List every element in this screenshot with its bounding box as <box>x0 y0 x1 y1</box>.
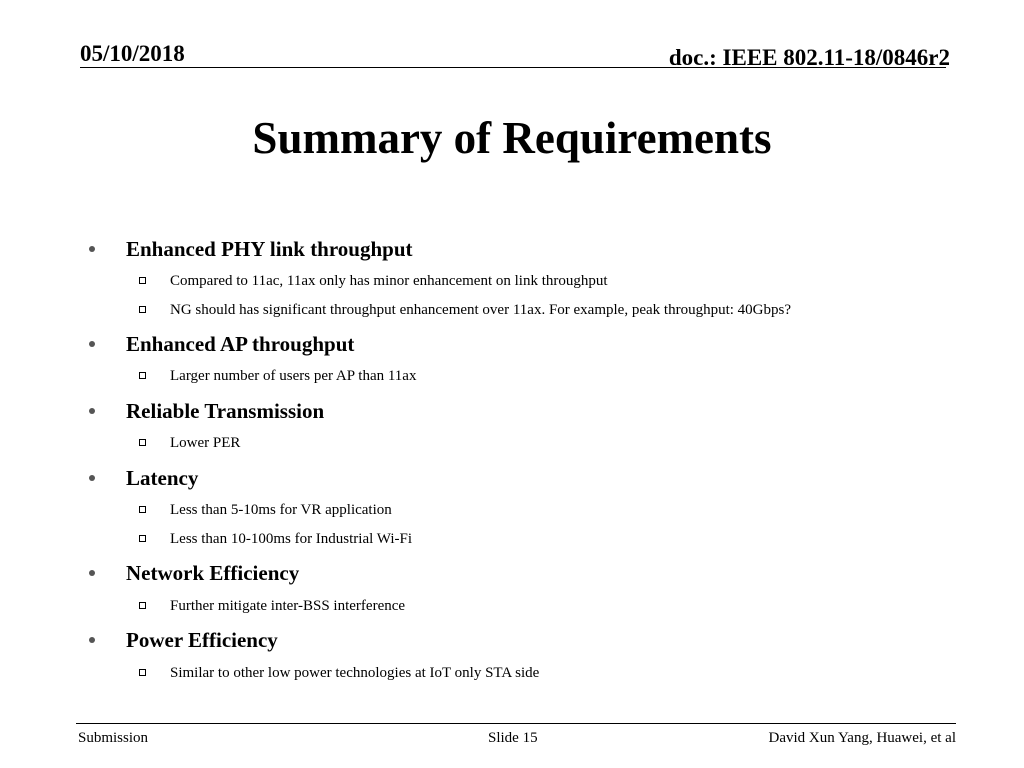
list-item <box>170 366 416 386</box>
list-item <box>170 433 240 453</box>
section-heading-text: Power Efficiency <box>126 628 278 652</box>
bullet-dot-icon <box>89 408 95 414</box>
list-item-text: Similar to other low power technologies at IoT only STA side <box>170 665 540 681</box>
header-divider <box>80 67 946 68</box>
bullet-square-icon <box>139 506 146 513</box>
section-heading-text: Latency <box>126 466 199 490</box>
footer-slide-number: Slide 15 <box>488 730 538 746</box>
list-item <box>170 500 392 520</box>
section-heading-text: Reliable Transmission <box>126 399 325 423</box>
footer-divider <box>76 723 956 724</box>
section-heading-text: Enhanced PHY link throughput <box>126 237 413 261</box>
bullet-dot-icon <box>89 570 95 576</box>
bullet-square-icon <box>139 439 146 446</box>
bullet-square-icon <box>139 535 146 542</box>
list-item-text: Larger number of users per AP than 11ax <box>170 368 417 384</box>
section-heading <box>126 627 278 653</box>
list-item-text: Further mitigate inter-BSS interference <box>170 598 406 614</box>
list-item-text: Lower PER <box>170 435 241 451</box>
bullet-square-icon <box>139 306 146 313</box>
page-title: Summary of Requirements <box>252 113 772 163</box>
section-heading <box>126 398 324 424</box>
section-heading <box>126 560 299 586</box>
list-item <box>170 300 791 320</box>
list-item <box>170 663 539 683</box>
section-heading <box>126 236 413 262</box>
bullet-square-icon <box>139 372 146 379</box>
header-date: 05/10/2018 <box>80 41 185 66</box>
list-item-text: Compared to 11ac, 11ax only has minor enhancement on link throughput <box>170 273 608 289</box>
section-heading-text: Enhanced AP throughput <box>126 332 355 356</box>
list-item-text: Less than 10-100ms for Industrial Wi-Fi <box>170 531 413 547</box>
list-item-text: Less than 5-10ms for VR application <box>170 502 392 518</box>
bullet-dot-icon <box>89 637 95 643</box>
list-item <box>170 529 412 549</box>
bullet-dot-icon <box>89 341 95 347</box>
section-heading <box>126 331 354 357</box>
bullet-square-icon <box>139 277 146 284</box>
bullet-square-icon <box>139 669 146 676</box>
list-item <box>170 271 608 291</box>
bullet-square-icon <box>139 602 146 609</box>
list-item <box>170 596 405 616</box>
bullet-dot-icon <box>89 246 95 252</box>
section-heading-text: Network Efficiency <box>126 561 300 585</box>
section-heading <box>126 465 198 491</box>
header-doc-id: doc.: IEEE 802.11-18/0846r2 <box>668 45 950 70</box>
bullet-dot-icon <box>89 475 95 481</box>
footer-submission: Submission <box>78 730 149 746</box>
list-item-text: NG should has significant throughput enhancement over 11ax. For example, peak throughput: 40Gbps? <box>170 302 791 318</box>
footer-author: David Xun Yang, Huawei, et al <box>768 730 956 746</box>
